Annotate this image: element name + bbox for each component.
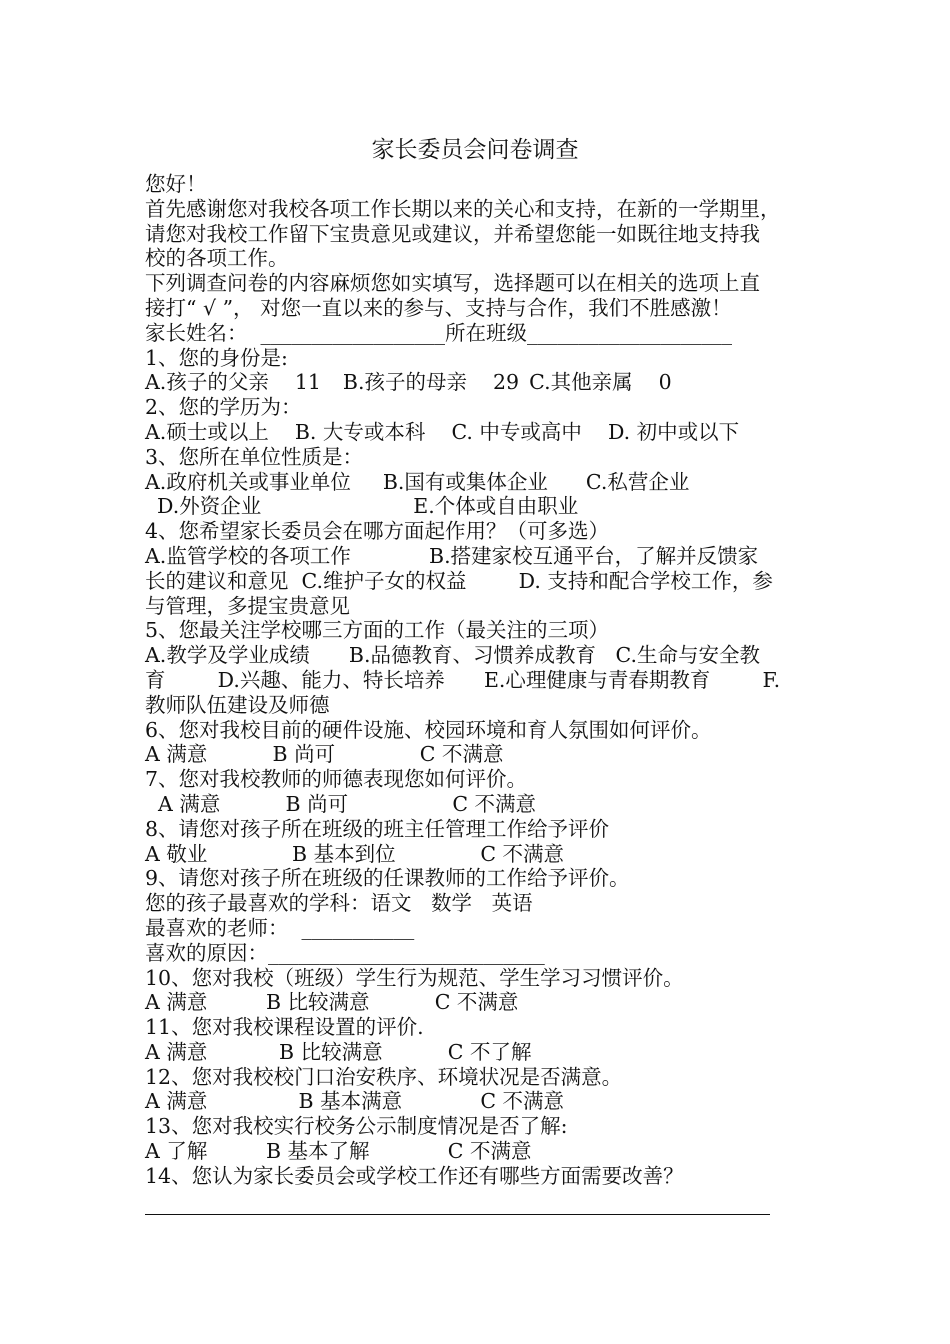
q5-title: 5、您最关注学校哪三方面的工作（最关注的三项） <box>145 618 610 643</box>
document-body <box>145 172 815 1189</box>
q6-title: 6、您对我校目前的硬件设施、校园环境和育人氛围如何评价。 <box>145 717 712 742</box>
q4-title: 4、您希望家长委员会在哪方面起作用？（可多选） <box>145 519 610 544</box>
q4-options-line: A.监管学校的各项工作 B.搭建家校互通平台，了解并反馈家 <box>145 543 759 568</box>
q14-title: 14、您认为家长委员会或学校工作还有哪些方面需要改善？ <box>145 1163 684 1188</box>
q3-option-e: E.个体或自由职业 <box>413 494 579 519</box>
q11-options: A 满意 B 比较满意 C 不了解 <box>145 1039 532 1064</box>
q5-options-line: 教师队伍建设及师德 <box>145 692 330 717</box>
q6-options: A 满意 B 尚可 C 不满意 <box>145 742 504 767</box>
intro-line: 下列调查问卷的内容麻烦您如实填写，选择题可以在相关的选项上直 <box>145 271 760 296</box>
q8-title: 8、请您对孩子所在班级的班主任管理工作给予评价 <box>145 816 610 841</box>
q13-options: A 了解 B 基本了解 C 不满意 <box>145 1139 532 1164</box>
parent-info-line: 家长姓名： __________________所在班级____________________ <box>145 320 733 345</box>
q1-count-a: 11 <box>294 370 321 395</box>
q7-title: 7、您对我校教师的师德表现您如何评价。 <box>145 767 528 792</box>
q1-option-b: B.孩子的母亲 <box>342 370 468 395</box>
q2-options <box>145 420 815 445</box>
intro-line: 首先感谢您对我校各项工作长期以来的关心和支持，在新的一学期里， <box>145 196 781 221</box>
q3-options <box>145 470 815 495</box>
q1-count-c: 0 <box>658 370 672 395</box>
q1-title: 1、您的身份是: <box>145 345 288 370</box>
q4-options-line: 与管理，多提宝贵意见 <box>145 593 350 618</box>
q3-option-c: C.私营企业 <box>585 469 690 494</box>
q9-favorite-teacher: 最喜欢的老师： ___________ <box>145 915 415 940</box>
q10-options: A 满意 B 比较满意 C 不满意 <box>145 990 519 1015</box>
intro-line: 请您对我校工作留下宝贵意见或建议，并希望您能一如既往地支持我 <box>145 221 760 246</box>
q3-option-a: A.政府机关或事业单位 <box>145 469 351 494</box>
q12-options: A 满意 B 基本满意 C 不满意 <box>145 1089 565 1114</box>
q1-options <box>145 370 815 395</box>
q2-option-c: C. 中专或高中 <box>451 419 582 444</box>
q7-options: A 满意 B 尚可 C 不满意 <box>145 791 537 816</box>
q5-options-line: 育 D.兴趣、能力、特长培养 E.心理健康与青春期教育 F. <box>145 667 781 692</box>
q9-reason: 喜欢的原因：___________________________ <box>145 940 545 965</box>
q10-title: 10、您对我校（班级）学生行为规范、学生学习习惯评价。 <box>145 965 684 990</box>
q5-options-line: A.教学及学业成绩 B.品德教育、习惯养成教育 C.生命与安全教 <box>145 643 761 668</box>
q14-answer-line <box>145 1214 770 1215</box>
q3-option-d: D.外资企业 <box>157 494 262 519</box>
q1-option-a: A.孩子的父亲 <box>145 370 269 395</box>
q13-title: 13、您对我校实行校务公示制度情况是否了解: <box>145 1114 568 1139</box>
q3-option-b: B.国有或集体企业 <box>382 469 548 494</box>
q3-options-2 <box>145 494 815 519</box>
q9-title: 9、请您对孩子所在班级的任课教师的工作给予评价。 <box>145 866 630 891</box>
q1-count-b: 29 <box>493 370 520 395</box>
greeting: 您好！ <box>145 172 207 196</box>
q2-option-b: B. 大专或本科 <box>294 419 426 444</box>
q1-option-c: C.其他亲属 <box>529 370 633 395</box>
intro-line: 校的各项工作。 <box>145 246 289 271</box>
q2-title: 2、您的学历为： <box>145 395 302 420</box>
q8-options: A 敬业 B 基本到位 C 不满意 <box>145 841 565 866</box>
q9-favorite-subject: 您的孩子最喜欢的学科：语文 数学 英语 <box>145 891 533 916</box>
page-title: 家长委员会问卷调查 <box>371 137 579 163</box>
q2-option-d: D. 初中或以下 <box>607 419 740 444</box>
q4-options-line: 长的建议和意见 C.维护子女的权益 D. 支持和配合学校工作，参 <box>145 568 773 593</box>
intro-line: 接打“ √ ”， 对您一直以来的参与、支持与合作，我们不胜感激！ <box>145 295 732 320</box>
q11-title: 11、您对我校课程设置的评价. <box>145 1015 424 1040</box>
q2-option-a: A.硕士或以上 <box>145 419 269 444</box>
q3-title: 3、您所在单位性质是： <box>145 444 364 469</box>
q12-title: 12、您对我校校门口治安秩序、环境状况是否满意。 <box>145 1064 623 1089</box>
